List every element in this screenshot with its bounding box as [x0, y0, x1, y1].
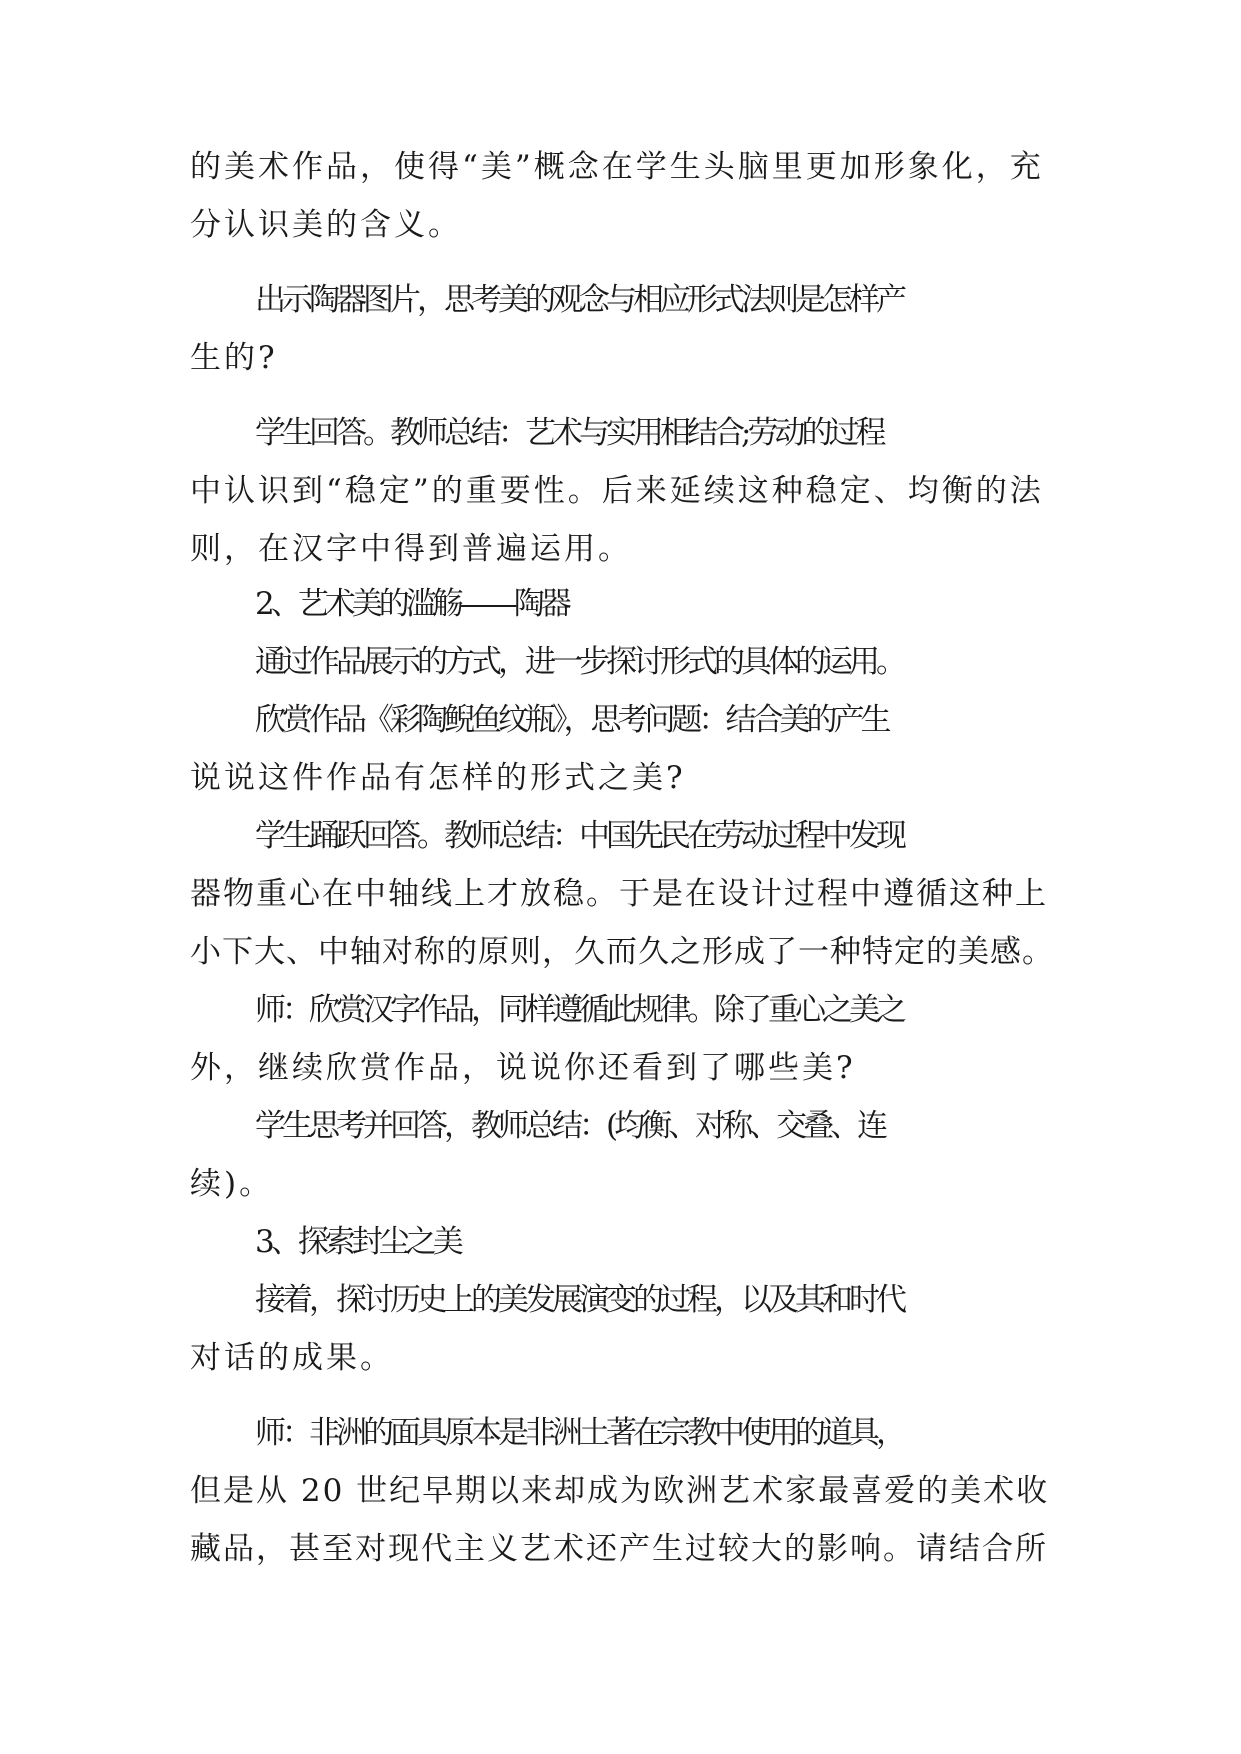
text-line: 学生思考并回答，教师总结：(均衡、对称、交叠、连 [255, 1108, 885, 1144]
text-line: 学生踊跃回答。教师总结：中国先民在劳动过程中发现 [255, 818, 903, 854]
text-line: 学生回答。教师总结：艺术与实用相结合;劳动的过程 [255, 415, 883, 451]
text-line: 的美术作品，使得“美”概念在学生头脑里更加形象化，充 [190, 149, 1044, 185]
text-line: 对话的成果。 [190, 1340, 394, 1376]
text-line: 器物重心在中轴线上才放稳。于是在设计过程中遵循这种上 [190, 876, 1048, 912]
text-line: 续)。 [190, 1166, 274, 1202]
text-line: 通过作品展示的方式，进一步探讨形式的具体的运用。 [255, 644, 903, 680]
text-line: 生的? [190, 340, 278, 376]
text-line: 师：非洲的面具原本是非洲土著在宗教中使用的道具， [255, 1415, 903, 1451]
section-heading: 2、艺术美的滥觞——陶器 [255, 586, 568, 622]
text-line: 说说这件作品有怎样的形式之美? [190, 760, 686, 796]
text-line: 师：欣赏汉字作品，同样遵循此规律。除了重心之美之 [255, 992, 903, 1028]
text-line: 则，在汉字中得到普遍运用。 [190, 531, 632, 567]
text-line: 藏品，甚至对现代主义艺术还产生过较大的影响。请结合所 [190, 1531, 1048, 1567]
text-line: 外，继续欣赏作品，说说你还看到了哪些美? [190, 1050, 856, 1086]
text-line: 分认识美的含义。 [190, 207, 462, 243]
text-line: 欣赏作品《彩陶鲵鱼纹瓶》，思考问题：结合美的产生 [255, 702, 888, 738]
section-heading: 3、探索封尘之美 [255, 1224, 460, 1260]
text-line: 但是从 20 世纪早期以来却成为欧洲艺术家最喜爱的美术收 [190, 1473, 1050, 1509]
text-line: 中认识到“稳定”的重要性。后来延续这种稳定、均衡的法 [190, 473, 1044, 509]
text-line: 接着，探讨历史上的美发展演变的过程，以及其和时代 [255, 1282, 903, 1318]
text-line: 小下大、中轴对称的原则，久而久之形成了一种特定的美感。 [190, 934, 1054, 970]
text-line: 出示陶器图片，思考美的观念与相应形式法则是怎样产 [255, 282, 903, 318]
